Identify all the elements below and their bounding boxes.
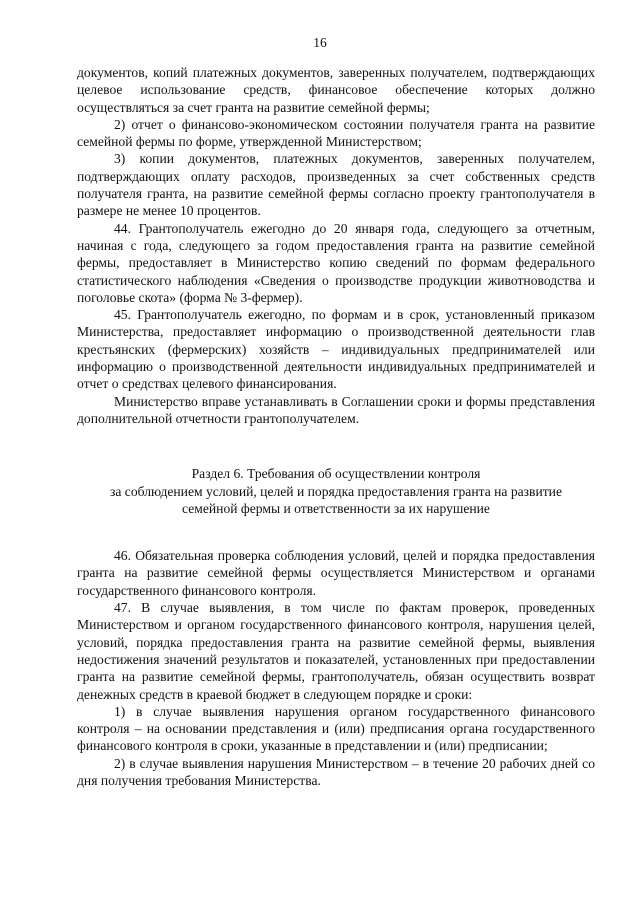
section-title-line: Раздел 6. Требования об осуществлении контроля <box>191 466 481 482</box>
paragraph: 2) в случае выявления нарушения Министерством – в течение 20 рабочих дней со дня получения требования Министерства. <box>77 755 595 788</box>
paragraph: 47. В случае выявления, в том числе по фактам проверок, проведенных Министерством и органом государственного финансового контроля, нарушения целей, условий, порядка предоставления гранта на развитие семейной фермы, выявления недостижения значений результатов и показателей, установленных при предоставлении гранта на развитие семейной фермы, грантополучатель, обязан осуществить возврат денежных средств в краевой бюджет в следующем порядке и сроки: <box>77 600 595 702</box>
paragraph: 3) копии документов, платежных документов, заверенных получателем, подтверждающих оплату расходов, произведенных за счет собственных средств получателя гранта, на развитие семейной фермы согласно проекту грантополучателя в размере не менее 10 процентов. <box>77 151 595 219</box>
paragraph: 2) отчет о финансово-экономическом состоянии получателя гранта на развитие семейной фермы по форме, утвержденной Министерством; <box>77 116 595 150</box>
paragraph: 1) в случае выявления нарушения органом государственного финансового контроля – на основании представления и (или) предписания органа государственного финансового контроля в сроки, указанные в представлении и (или) предписании; <box>77 703 595 754</box>
section-title-line: семейной фермы и ответственности за их нарушение <box>182 500 490 516</box>
paragraph: 45. Грантополучатель ежегодно, по формам и в срок, установленный приказом Министерства, предоставляет информацию о производственной деятельности глав крестьянских (фермерских) хозяйств – индивидуальных предпринимателей или информацию о производственной деятельности индивидуальных предпринимателей и отчет о средствах целевого финансирования. <box>77 307 595 392</box>
section-title <box>77 465 595 517</box>
paragraph: Министерство вправе устанавливать в Соглашении сроки и формы представления дополнительной отчетности грантополучателем. <box>77 393 595 426</box>
document-body <box>77 64 595 789</box>
paragraph: 46. Обязательная проверка соблюдения условий, целей и порядка предоставления гранта на развитие семейной фермы осуществляется Министерством и органами государственного финансового контроля. <box>77 548 595 598</box>
page-number: 16 <box>313 35 327 50</box>
paragraph: документов, копий платежных документов, заверенных получателем, подтверждающих целевое использование средств, финансовое обеспечение которых должно осуществляться за счет гранта на развитие семейной фермы; <box>77 65 595 115</box>
paragraph: 44. Грантополучатель ежегодно до 20 января года, следующего за отчетным, начиная с года, следующего за годом предоставления гранта на развитие семейной фермы, предоставляет в Министерство копию сведений по формам федерального статистического наблюдения «Сведения о производстве продукции животноводства и поголовье скота» (форма № 3-фермер). <box>77 220 595 305</box>
section-title-line: за соблюдением условий, целей и порядка предоставления гранта на развитие <box>110 483 562 499</box>
